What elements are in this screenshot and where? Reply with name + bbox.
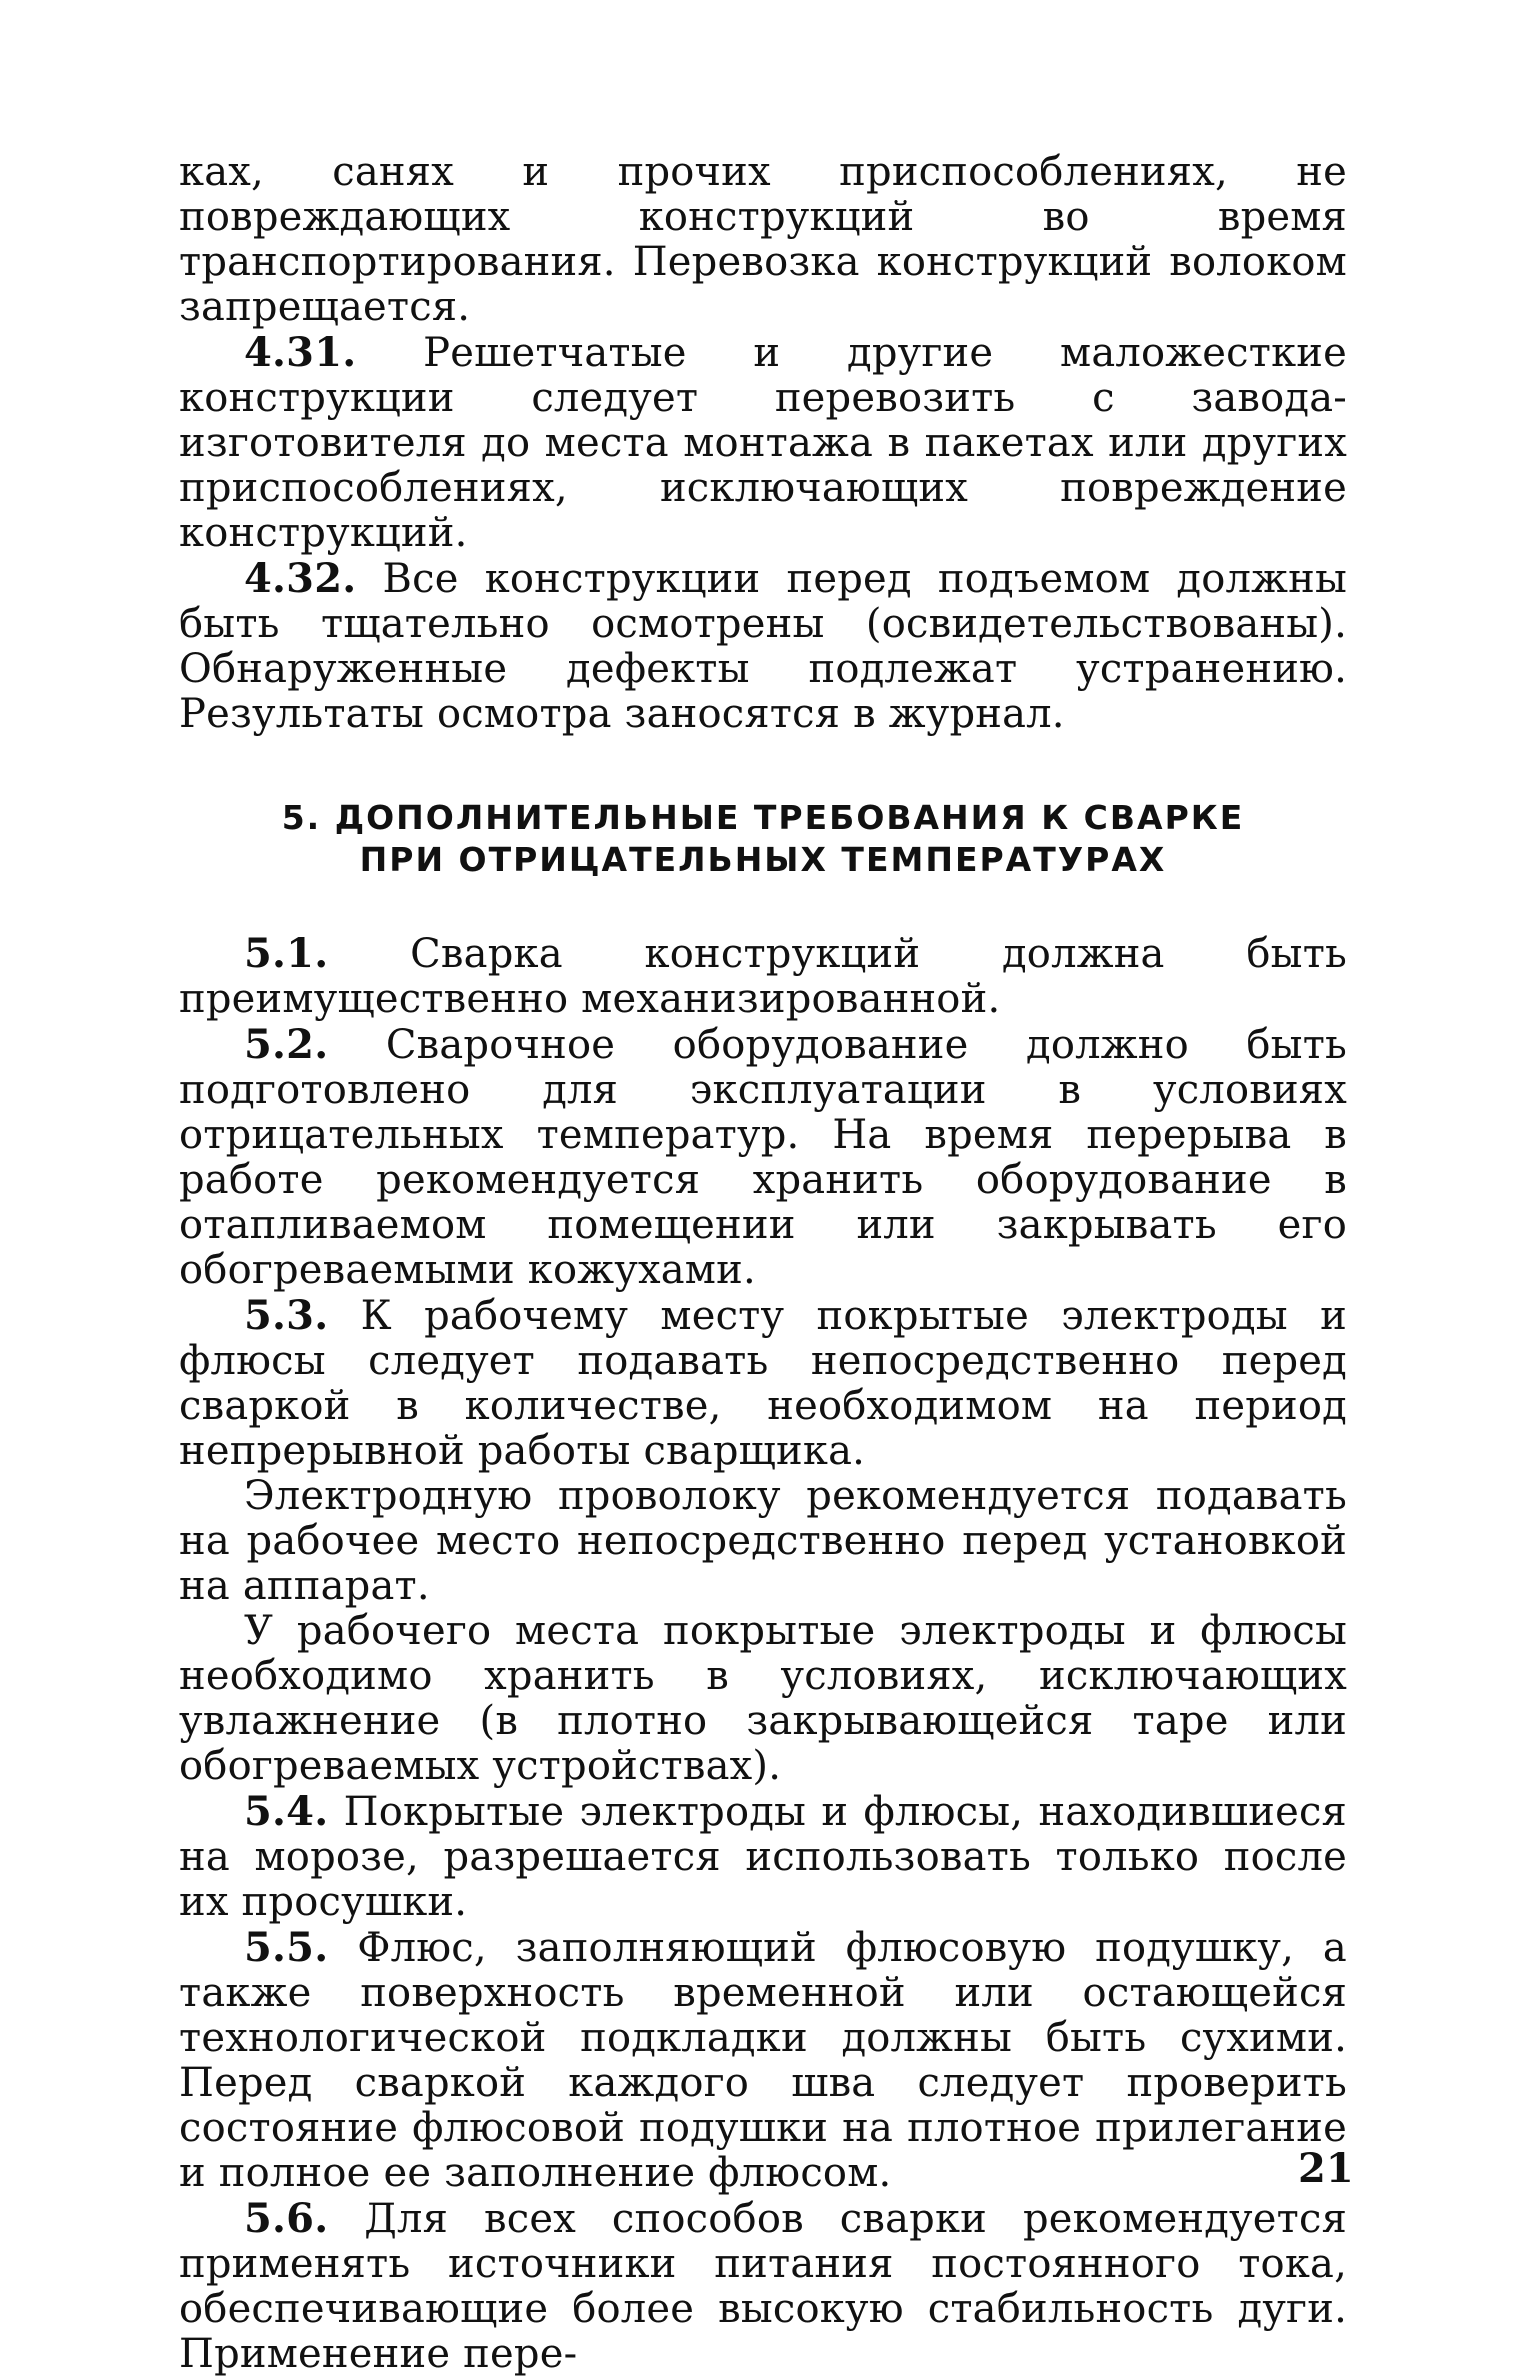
paragraph-text: Решетчатые и другие маложесткие конструкции следует перевозить с завода-изготовителя до места монтажа в пакетах или других приспособлениях, исключающих повреждение конструкций. (179, 330, 1347, 556)
paragraph-number: 5.1. (244, 930, 329, 977)
document-page (179, 150, 1347, 2377)
paragraph-number: 4.31. (244, 329, 357, 376)
paragraph-text: Флюс, заполняющий флюсовую подушку, а также поверхность временной или остающейся технологической подкладки должны быть сухими. Перед сваркой каждого шва следует проверить состояние флюсовой подушки на плотное прилегание и полное ее заполнение флюсом. (179, 1925, 1347, 2196)
paragraph-5-1 (179, 931, 1347, 1022)
paragraph-text: У рабочего места покрытые электроды и флюсы необходимо хранить в условиях, исключающих увлажнение (в плотно закрывающейся таре или обогреваемых устройствах). (179, 1608, 1347, 1789)
paragraph-text: Сварочное оборудование должно быть подготовлено для эксплуатации в условиях отрицательных температур. На время перерыва в работе рекомендуется хранить оборудование в отапливаемом помещении или закрывать его обогреваемыми кожухами. (179, 1022, 1348, 1293)
paragraph-text: Сварка конструкций должна быть преимущественно механизированной. (179, 931, 1348, 1022)
paragraph-5-6 (179, 2196, 1347, 2377)
paragraph-text: Для всех способов сварки рекомендуется применять источники питания постоянного тока, обеспечивающие более высокую стабильность дуги. Применение пере- (179, 2196, 1348, 2377)
paragraph-4-32 (179, 556, 1347, 737)
paragraph-number: 5.3. (244, 1292, 329, 1339)
paragraph-text: Покрытые электроды и флюсы, находившиеся на морозе, разрешается использовать только после их просушки. (179, 1789, 1347, 1925)
paragraph-text: К рабочему месту покрытые электроды и флюсы следует подавать непосредственно перед сваркой в количестве, необходимом на период непрерывной работы сварщика. (179, 1293, 1347, 1474)
paragraph-text: Электродную проволоку рекомендуется подавать на рабочее место непосредственно перед установкой на аппарат. (179, 1473, 1347, 1609)
section-heading-line-2: ПРИ ОТРИЦАТЕЛЬНЫХ ТЕМПЕРАТУРАХ (359, 840, 1167, 879)
paragraph-number: 5.2. (244, 1021, 329, 1068)
paragraph-number: 5.4. (244, 1788, 329, 1835)
paragraph-number: 4.32. (244, 555, 357, 602)
paragraph-5-3-storage (179, 1609, 1347, 1789)
paragraph-5-2 (179, 1022, 1347, 1293)
paragraph-text: ках, санях и прочих приспособлениях, не повреждающих конструкций во время транспортирования. Перевозка конструкций волоком запрещается. (179, 149, 1347, 330)
paragraph-number: 5.5. (244, 1924, 329, 1971)
paragraph-5-5 (179, 1925, 1347, 2196)
paragraph-4-31 (179, 330, 1347, 556)
section-heading (179, 797, 1347, 881)
paragraph-5-4 (179, 1789, 1347, 1925)
paragraph-text: Все конструкции перед подъемом должны быть тщательно осмотрены (освидетельствованы). Обнаруженные дефекты подлежат устранению. Результаты осмотра заносятся в журнал. (179, 556, 1348, 737)
paragraph-continuation (179, 150, 1347, 330)
paragraph-number: 5.6. (244, 2195, 329, 2242)
paragraph-5-3 (179, 1293, 1347, 1474)
page-number: 21 (1298, 2145, 1354, 2192)
section-heading-line-1: 5. ДОПОЛНИТЕЛЬНЫЕ ТРЕБОВАНИЯ К СВАРКЕ (281, 798, 1245, 837)
paragraph-5-3-electrode-wire (179, 1474, 1347, 1609)
